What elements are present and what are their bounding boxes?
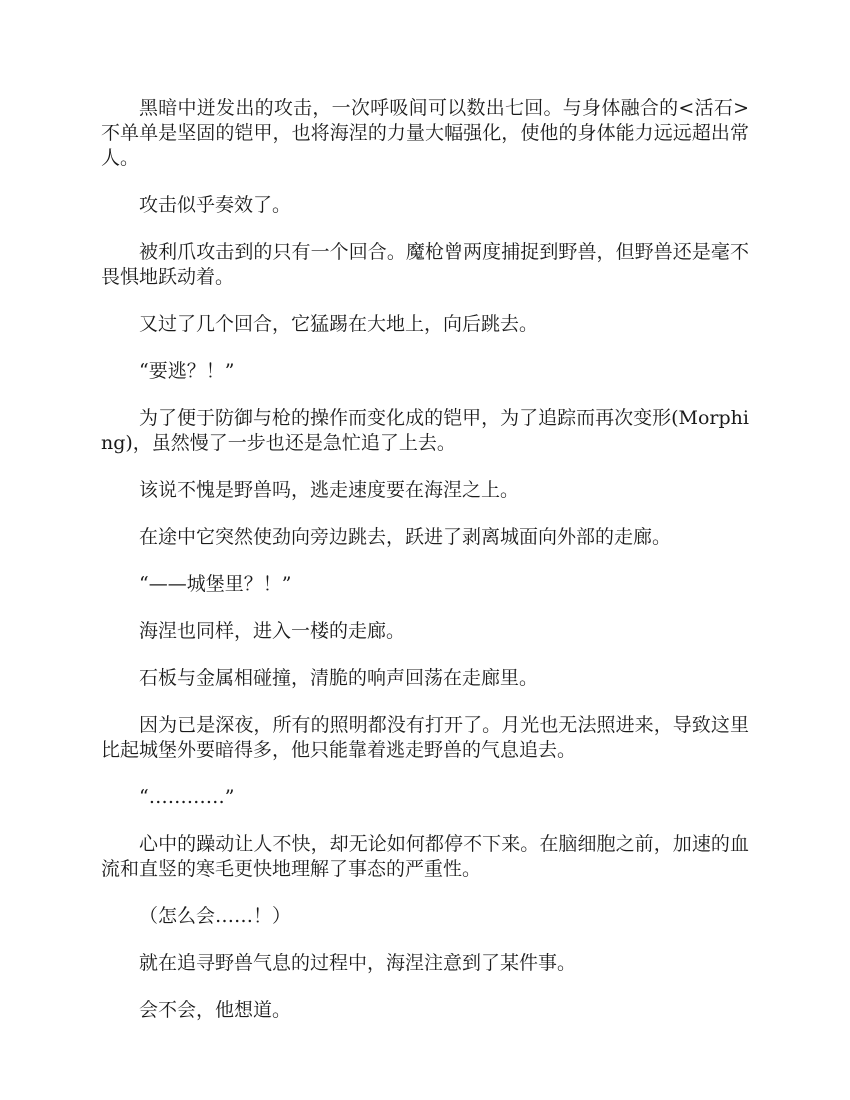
paragraph: 该说不愧是野兽吗，逃走速度要在海涅之上。 xyxy=(139,479,520,501)
paragraph: 因为已是深夜，所有的照明都没有打开了。月光也无法照进来，导致这里比起城堡外要暗得多，他只能靠着逃走野兽的气息追去。 xyxy=(101,714,749,761)
paragraph: 心中的躁动让人不快，却无论如何都停不下来。在脑细胞之前，加速的血流和直竖的寒毛更快地理解了事态的严重性。 xyxy=(101,833,749,880)
paragraph: （怎么会……！） xyxy=(139,905,292,927)
paragraph: 攻击似乎奏效了。 xyxy=(139,194,292,216)
paragraph: 海涅也同样，进入一楼的走廊。 xyxy=(139,620,406,642)
paragraph: “要逃？！” xyxy=(139,360,235,382)
paragraph: 石板与金属相碰撞，清脆的响声回荡在走廊里。 xyxy=(139,667,539,689)
paragraph: 又过了几个回合，它猛踢在大地上，向后跳去。 xyxy=(139,313,539,335)
paragraph: 就在追寻野兽气息的过程中，海涅注意到了某件事。 xyxy=(139,952,577,974)
paragraph: “——城堡里？！” xyxy=(139,573,292,595)
paragraph: 黑暗中迸发出的攻击，一次呼吸间可以数出七回。与身体融合的<活石>不单单是坚固的铠甲，也将海涅的力量大幅强化，使他的身体能力远远超出常人。 xyxy=(101,97,749,169)
paragraph: 被利爪攻击到的只有一个回合。魔枪曾两度捕捉到野兽，但野兽还是毫不畏惧地跃动着。 xyxy=(101,241,749,288)
document-page xyxy=(101,96,749,1045)
paragraph: 在途中它突然使劲向旁边跳去，跃进了剥离城面向外部的走廊。 xyxy=(139,526,672,548)
paragraph: 会不会，他想道。 xyxy=(139,999,292,1021)
paragraph: “…………” xyxy=(139,786,235,808)
paragraph: 为了便于防御与枪的操作而变化成的铠甲，为了追踪而再次变形(Morphing)，虽然慢了一步也还是急忙追了上去。 xyxy=(101,407,749,454)
